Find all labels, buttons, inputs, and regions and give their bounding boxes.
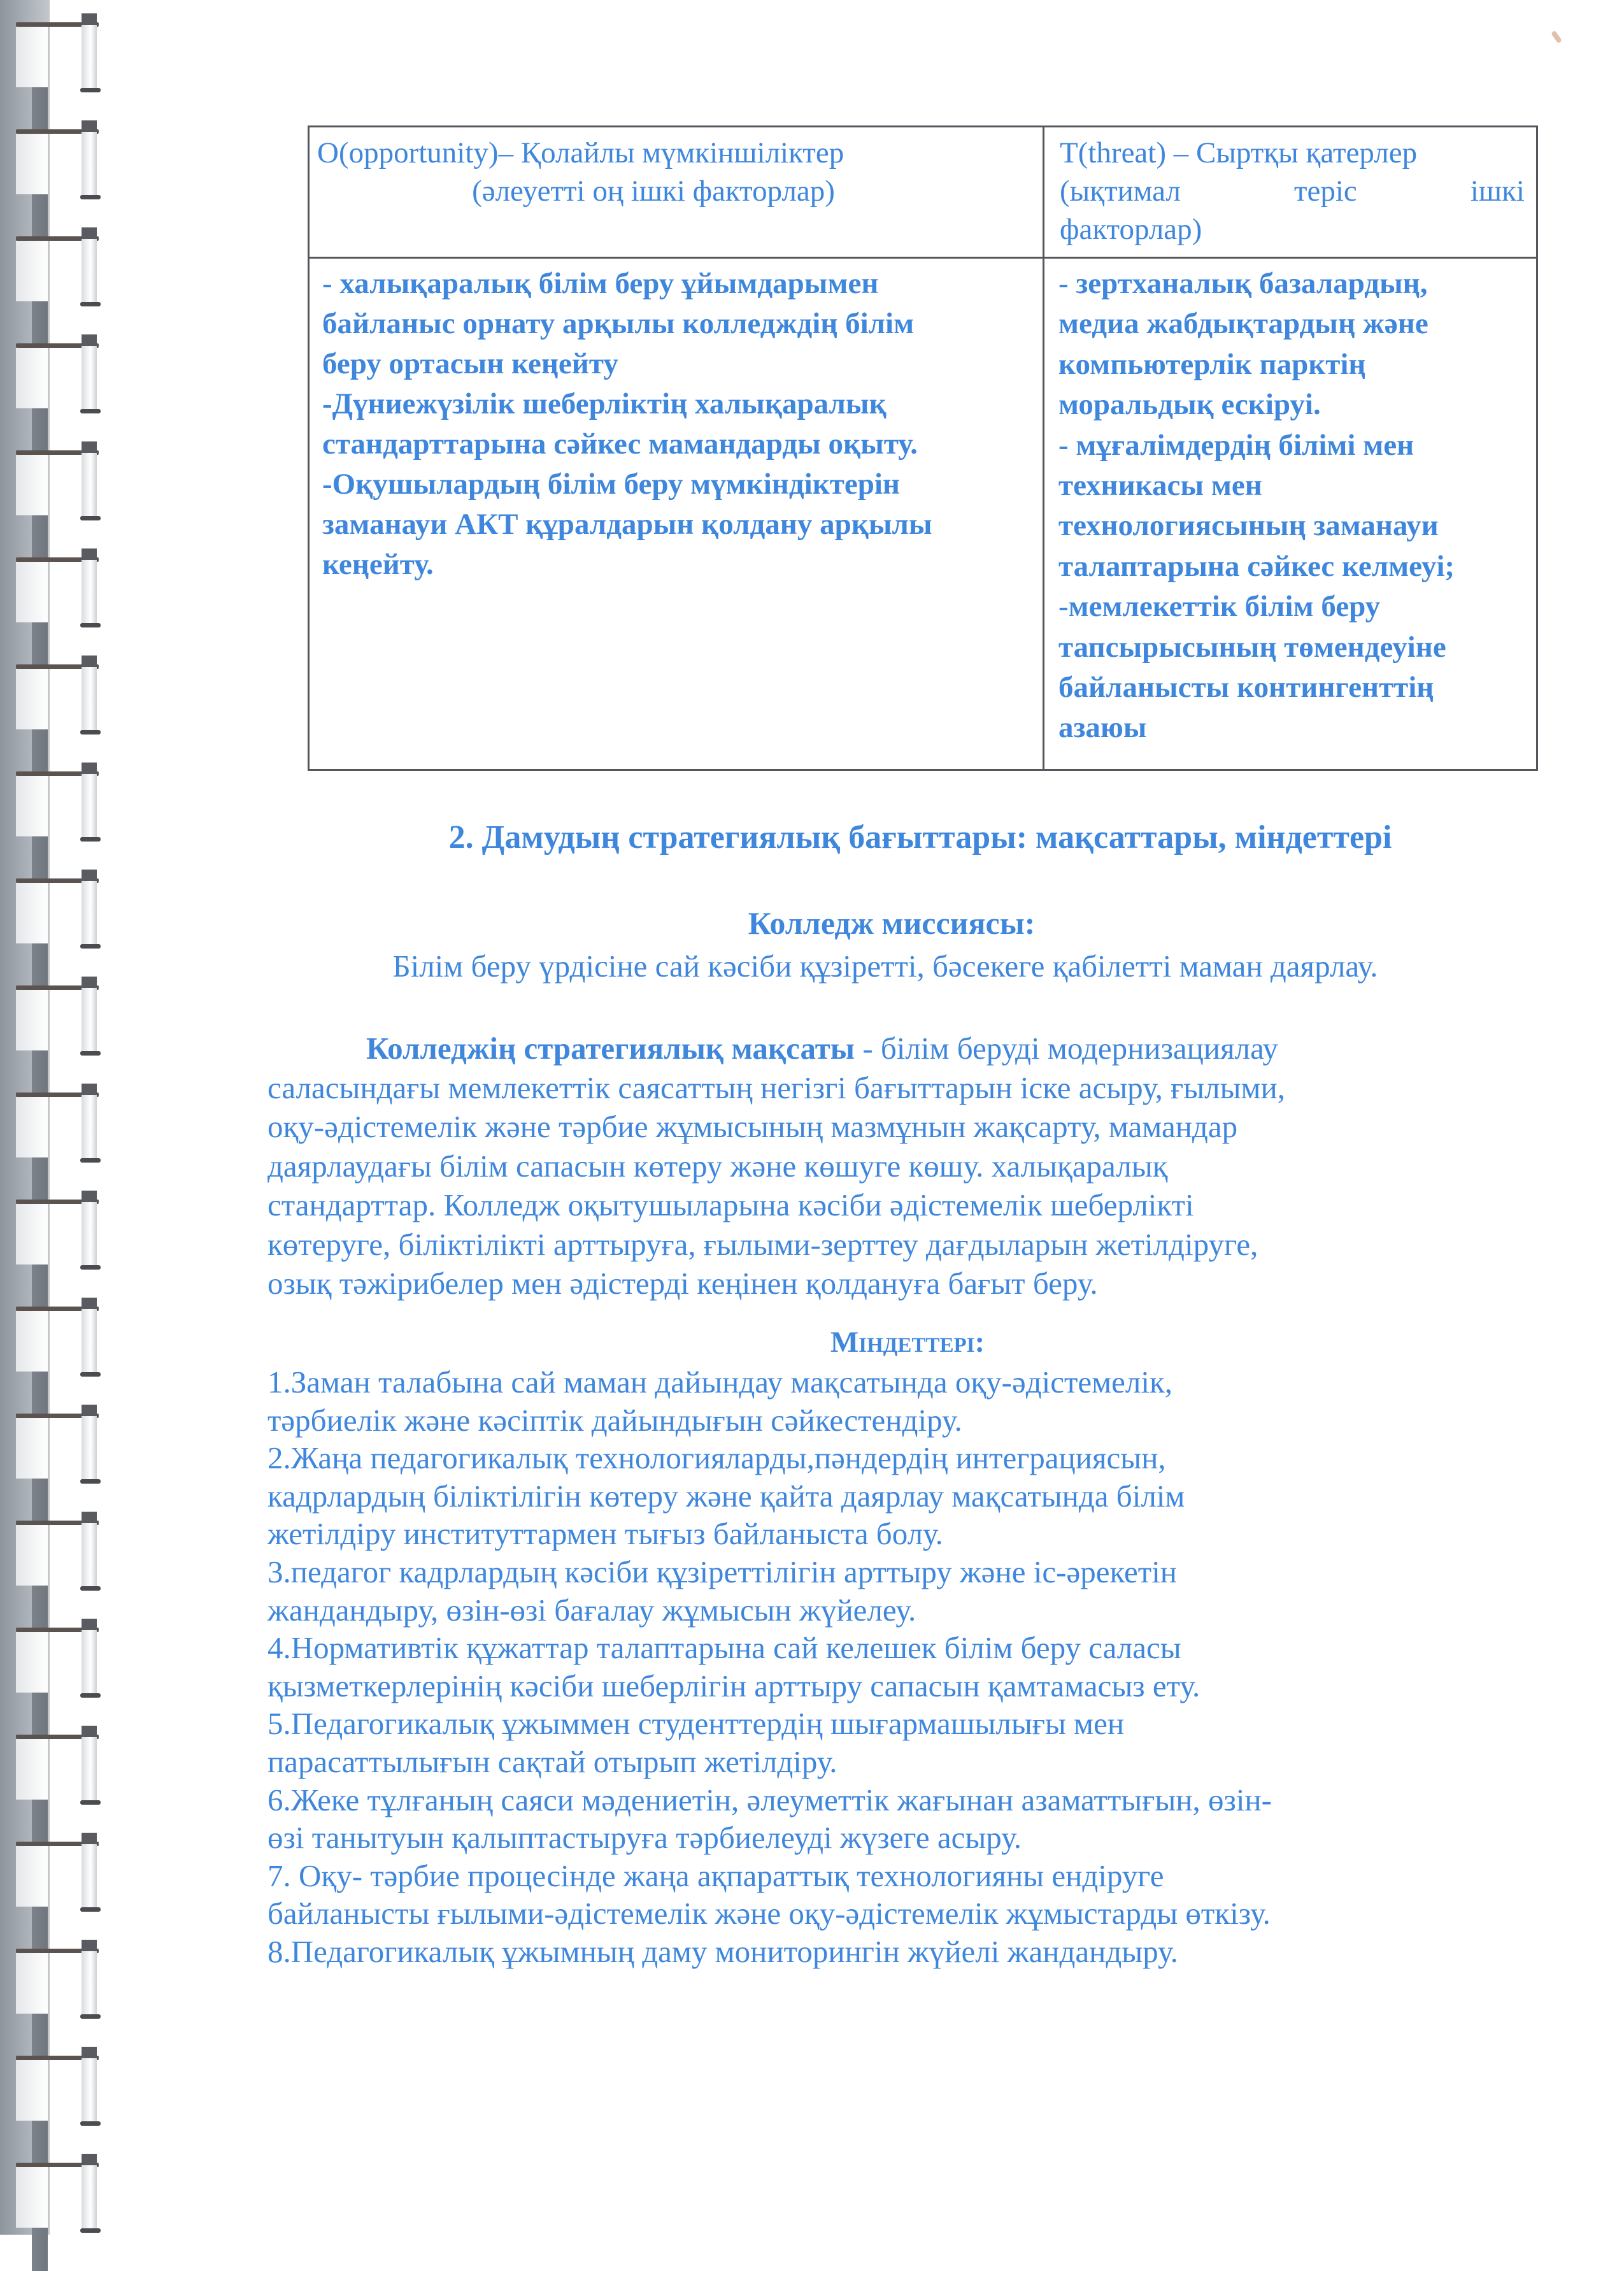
binding-ring-stem	[32, 729, 48, 773]
binding-ring-foot	[80, 1800, 101, 1805]
threat-line: компьютерлік парктің	[1058, 347, 1366, 381]
opportunity-header-subtitle: (әлеуетті оң ішкі факторлар)	[472, 175, 835, 208]
task-line: жетілдіру институттармен тығыз байланыста болу.	[267, 1516, 943, 1552]
binding-ring-stem	[32, 2228, 48, 2271]
binding-ring-post	[82, 1512, 97, 1587]
binding-ring-foot	[80, 2121, 101, 2126]
binding-ring-loop	[16, 1632, 48, 1693]
binding-ring-post	[82, 2047, 97, 2122]
goal-first-line	[267, 1029, 1516, 1068]
binding-ring-loop	[16, 669, 48, 729]
binding-ring-stem	[32, 1800, 48, 1843]
binding-ring-foot	[80, 623, 101, 627]
threat-header-word: (ықтимал	[1060, 175, 1181, 208]
binding-ring	[0, 1521, 102, 1629]
threat-line: - зертханалық базалардың,	[1058, 267, 1428, 300]
binding-ring	[0, 343, 102, 452]
binding-ring	[0, 557, 102, 666]
binding-ring	[0, 1628, 102, 1736]
binding-ring-foot	[80, 2228, 101, 2233]
binding-ring-foot	[80, 730, 101, 734]
binding-ring-loop	[16, 348, 48, 408]
binding-ring-foot	[80, 2014, 101, 2019]
strategic-goal-paragraph	[267, 1029, 1516, 1303]
task-line: өзі танытуын қалыптастыруға тәрбиелеуді жүзеге асыру.	[267, 1820, 1022, 1856]
opportunity-line: кеңейту.	[322, 548, 434, 581]
goal-line: саласындағы мемлекеттік саясаттың негізгі бағыттарын іске асыру, ғылыми,	[267, 1070, 1286, 1105]
binding-ring-foot	[80, 516, 101, 520]
binding-ring-loop	[16, 1739, 48, 1800]
spiral-binding	[0, 0, 108, 2235]
binding-ring-post	[82, 441, 97, 517]
binding-ring-loop	[16, 1846, 48, 1907]
binding-ring-post	[82, 120, 97, 196]
opportunity-line: -Дүниежүзілік шеберліктің халықаралық	[322, 387, 887, 420]
binding-ring-stem	[32, 1264, 48, 1308]
threat-header-subtitle	[1060, 172, 1525, 210]
binding-ring-loop	[16, 1418, 48, 1479]
goal-line: озық тәжірибелер мен әдістерді кеңінен қолдануға бағыт беру.	[267, 1266, 1098, 1301]
binding-ring	[0, 1307, 102, 1415]
column-divider	[1043, 127, 1044, 769]
binding-ring-foot	[80, 88, 101, 92]
threat-header-cell	[1060, 134, 1525, 255]
binding-ring	[0, 129, 102, 238]
binding-ring-post	[82, 548, 97, 624]
mission-heading: Колледж миссиясы:	[748, 905, 1036, 941]
task-line: 2.Жаңа педагогикалық технологияларды,пәндердің интеграциясын,	[267, 1440, 1166, 1476]
binding-ring-foot	[80, 1372, 101, 1377]
threat-line: техникасы мен	[1058, 469, 1262, 503]
binding-ring-post	[82, 13, 97, 89]
binding-ring-foot	[80, 1586, 101, 1591]
binding-ring-foot	[80, 195, 101, 199]
binding-ring-post	[82, 227, 97, 303]
binding-ring-stem	[32, 87, 48, 131]
threat-header-word: теріс	[1293, 175, 1357, 208]
binding-ring-foot	[80, 409, 101, 413]
goal-line: көтеруге, біліктілікті арттыруға, ғылыми-зерттеу дағдыларын жетілдіруге,	[267, 1226, 1258, 1262]
binding-ring-foot	[80, 1265, 101, 1270]
task-line: 8.Педагогикалық ұжымның даму мониторингін жүйелі жандандыру.	[267, 1933, 1178, 1969]
binding-ring-stem	[32, 1479, 48, 1522]
binding-ring	[0, 450, 102, 559]
binding-ring	[0, 1414, 102, 1522]
binding-ring-stem	[32, 1372, 48, 1415]
goal-line: даярлаудағы білім сапасын көтеру және көшуге көшу. халықаралық	[267, 1148, 1168, 1184]
binding-ring-loop	[16, 2060, 48, 2121]
binding-ring-loop	[16, 562, 48, 622]
binding-ring-loop	[16, 1097, 48, 1157]
goal-line: оқу-әдістемелік және тәрбие жұмысының мазмұнын жақсарту, мамандар	[267, 1109, 1238, 1144]
opportunity-line: заманауи АКТ құралдарын қолдану арқылы	[322, 508, 932, 541]
swot-table	[308, 125, 1538, 771]
binding-ring-post	[82, 1191, 97, 1266]
binding-ring-stem	[32, 2121, 48, 2164]
threat-body-cell	[1058, 264, 1523, 749]
opportunity-header-title: O(opportunity)– Қолайлы мүмкіншіліктер	[317, 136, 844, 169]
binding-ring-stem	[32, 2014, 48, 2057]
tasks-list	[267, 1363, 1528, 1971]
opportunity-line: байланыс орнату арқылы колледждің білім	[322, 307, 915, 340]
opportunity-header-cell	[316, 134, 1036, 255]
opportunity-line: -Оқушылардың білім беру мүмкіндіктерін	[322, 468, 900, 501]
binding-ring-stem	[32, 515, 48, 559]
binding-ring	[0, 1093, 102, 1201]
binding-ring-post	[82, 334, 97, 410]
binding-ring-stem	[32, 301, 48, 345]
binding-ring-loop	[16, 990, 48, 1050]
opportunity-line: стандарттарына сәйкес мамандарды оқыту.	[322, 427, 918, 461]
binding-ring-post	[82, 977, 97, 1052]
binding-ring-loop	[16, 1204, 48, 1264]
tasks-heading: Міндеттері:	[830, 1326, 985, 1359]
binding-ring	[0, 2056, 102, 2164]
binding-ring	[0, 1842, 102, 1950]
binding-ring-loop	[16, 1525, 48, 1586]
binding-ring-stem	[32, 194, 48, 238]
opportunity-line: беру ортасын кеңейту	[322, 347, 618, 380]
task-line: 7. Оқу- тәрбие процесінде жаңа ақпараттық технологияны ендіруге	[267, 1858, 1164, 1893]
threat-line: талаптарына сәйкес келмеуі;	[1058, 549, 1455, 583]
mission-statement: Білім беру үрдісіне сай кәсіби құзіретті, бәсекеге қабілетті маман даярлау.	[392, 949, 1378, 984]
binding-ring-post	[82, 1619, 97, 1694]
threat-line: -мемлекеттік білім беру	[1058, 590, 1381, 624]
binding-ring-loop	[16, 455, 48, 515]
binding-ring-stem	[32, 1693, 48, 1736]
binding-ring-loop	[16, 27, 48, 87]
binding-ring-foot	[80, 1693, 101, 1698]
task-line: 4.Нормативтік құжаттар талаптарына сай келешек білім беру саласы	[267, 1630, 1181, 1666]
binding-ring-foot	[80, 1051, 101, 1056]
threat-header-subtitle-end: факторлар)	[1060, 213, 1202, 246]
task-line: 1.Заман талабына сай маман дайындау мақсатында оқу-әдістемелік,	[267, 1365, 1173, 1400]
goal-label: Колледжің стратегиялық мақсаты	[366, 1031, 855, 1066]
threat-line: азаюы	[1058, 711, 1147, 745]
binding-ring-loop	[16, 1953, 48, 2014]
binding-ring	[0, 985, 102, 1094]
task-line: байланысты ғылыми-әдістемелік және оқу-әдістемелік жұмыстарды өткізу.	[267, 1896, 1271, 1931]
goal-line: стандарттар. Колледж оқытушыларына кәсіби әдістемелік шеберлікті	[267, 1187, 1194, 1222]
threat-line: - мұғалімдердің білімі мен	[1058, 428, 1414, 462]
binding-ring-post	[82, 656, 97, 731]
binding-ring-foot	[80, 1158, 101, 1163]
binding-ring-stem	[32, 1050, 48, 1094]
task-line: жандандыру, өзін-өзі бағалау жұмысын жүйелеу.	[267, 1592, 916, 1628]
header-divider	[310, 257, 1536, 259]
binding-ring-foot	[80, 1479, 101, 1484]
binding-ring-stem	[32, 1157, 48, 1201]
task-line: парасаттылығын сақтай отырып жетілдіру.	[267, 1744, 837, 1779]
task-line: 5.Педагогикалық ұжыммен студенттердің шығармашылығы мен	[267, 1706, 1125, 1742]
binding-ring-loop	[16, 2167, 48, 2228]
binding-ring-post	[82, 1405, 97, 1480]
opportunity-line: - халықаралық білім беру ұйымдарымен	[322, 267, 879, 300]
binding-ring-post	[82, 1726, 97, 1801]
binding-ring-stem	[32, 1586, 48, 1629]
binding-ring-post	[82, 1833, 97, 1908]
binding-ring-stem	[32, 408, 48, 452]
section-heading: 2. Дамудың стратегиялық бағыттары: мақсаттары, міндеттері	[448, 819, 1392, 856]
threat-line: моральдық ескіруі.	[1058, 388, 1321, 422]
binding-ring	[0, 1200, 102, 1308]
binding-ring-post	[82, 2154, 97, 2229]
threat-line: тапсырысының төмендеуіне	[1058, 630, 1446, 664]
binding-ring	[0, 1949, 102, 2057]
binding-ring-stem	[32, 622, 48, 666]
threat-header-title: T(threat) – Сыртқы қатерлер	[1060, 136, 1418, 169]
binding-ring-foot	[80, 1907, 101, 1912]
task-line: тәрбиелік және кәсіптік дайындығын сәйкестендіру.	[267, 1402, 962, 1438]
binding-ring	[0, 22, 102, 131]
opportunity-body-cell	[322, 264, 1029, 585]
paper-speck	[1551, 31, 1562, 44]
binding-ring-post	[82, 1084, 97, 1159]
task-line: 3.педагог кадрлардың кәсіби құзіреттілігін арттыру және іс-әрекетін	[267, 1554, 1178, 1589]
binding-ring	[0, 664, 102, 773]
binding-ring	[0, 1735, 102, 1843]
threat-line: технологиясының заманауи	[1058, 509, 1439, 543]
binding-ring-loop	[16, 134, 48, 194]
binding-ring-loop	[16, 241, 48, 301]
binding-ring-post	[82, 1940, 97, 2015]
task-line: қызметкерлерінің кәсіби шеберлігін арттыру сапасын қамтамасыз ету.	[267, 1668, 1200, 1703]
threat-header-word: ішкі	[1470, 175, 1525, 208]
threat-line: байланысты контингенттің	[1058, 671, 1434, 705]
binding-ring	[0, 236, 102, 345]
task-line: кадрлардың біліктілігін көтеру және қайта даярлау мақсатында білім	[267, 1478, 1185, 1514]
binding-ring-stem	[32, 1907, 48, 1950]
binding-ring-foot	[80, 302, 101, 306]
threat-line: медиа жабдықтардың және	[1058, 307, 1428, 341]
task-line: 6.Жеке тұлғаның саяси мәдениетін, әлеуметтік жағынан азаматтығын, өзін-	[267, 1782, 1272, 1817]
binding-ring	[0, 2163, 102, 2271]
goal-first-line-text: - білім беруді модернизациялау	[855, 1031, 1278, 1066]
